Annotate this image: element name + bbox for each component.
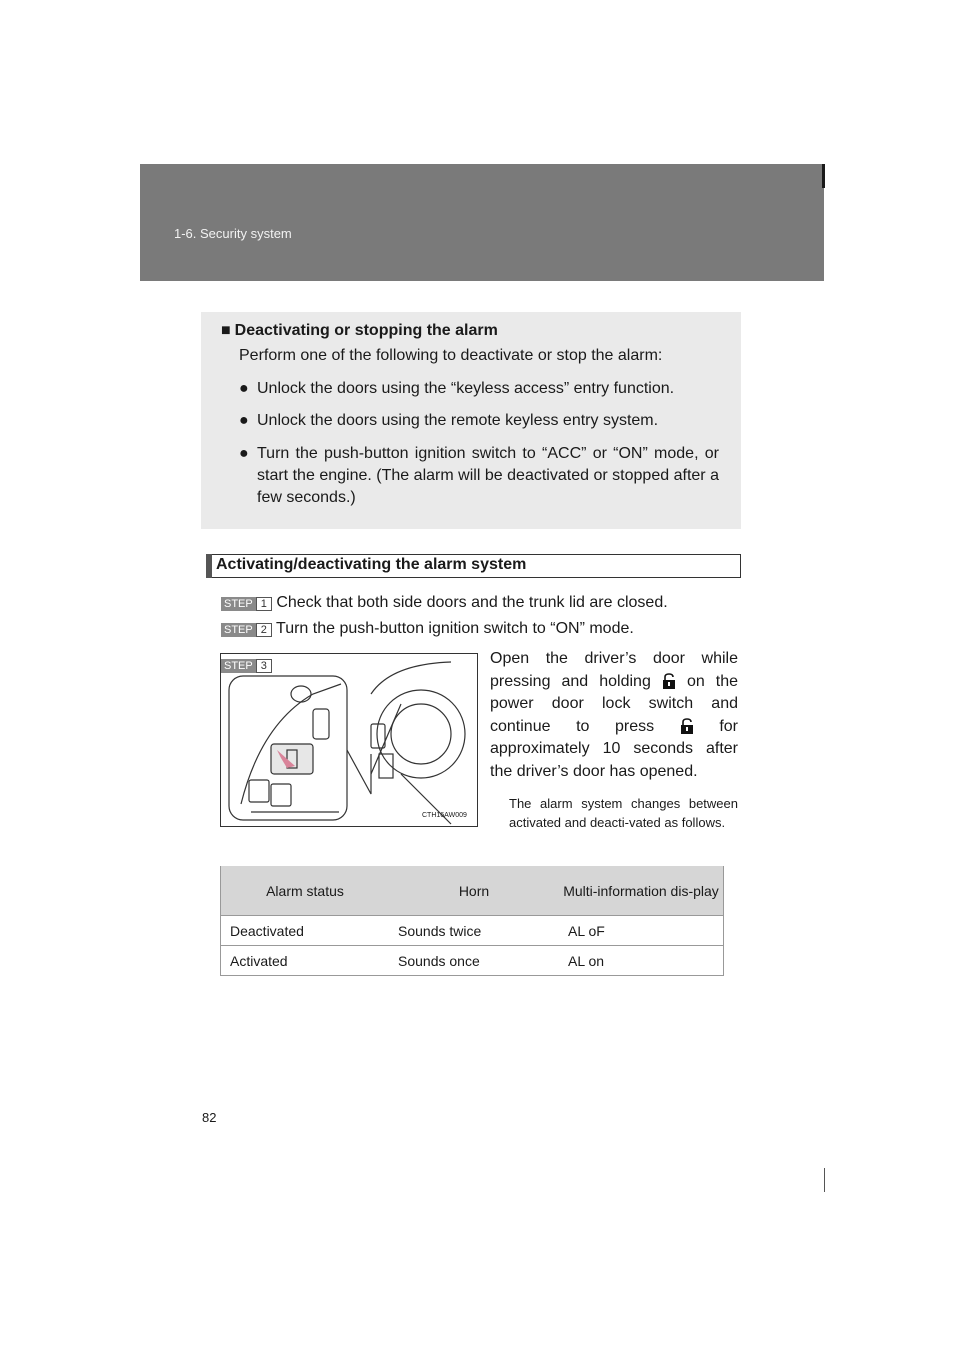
step-2 (221, 620, 634, 638)
bullet-icon: ● (239, 445, 249, 462)
page-number: 82 (202, 1110, 217, 1125)
step-3-badge: STEP 3 (221, 656, 272, 674)
note-title (221, 322, 498, 340)
figure-label: CTH16AW009 (422, 812, 467, 819)
bullet-icon: ● (239, 412, 249, 429)
table-cell: AL on (559, 946, 724, 976)
note-bullet: ● Unlock the doors using the remote keyless entry system. (239, 410, 719, 432)
table-row (221, 916, 724, 946)
step-badge: STEP 2 (221, 623, 272, 637)
alarm-note: The alarm system changes between activated and deacti-vated as follows. (509, 796, 738, 830)
table-row (221, 946, 724, 976)
step-3-text: Open the driver’s door while pressing and holding on the power door lock switch and continue to press for approximately 10 seconds after the driver’s door has opened. (490, 650, 739, 780)
heading-bar (206, 554, 212, 578)
note-bullet: ● Unlock the doors using the “keyless access” entry function. (239, 378, 719, 400)
note-bullet: ● Turn the push-button ignition switch to “ACC” or “ON” mode, or start the engine. (The alarm will be deactivated or stopped after a few seconds.) (239, 445, 719, 506)
table-header: Alarm status (221, 866, 390, 916)
section-title: 1-6. Security system (174, 226, 292, 241)
step-1 (221, 594, 668, 612)
table-cell: Sounds once (389, 946, 559, 976)
table-cell: Sounds twice (389, 916, 559, 946)
table-cell: Deactivated (221, 916, 390, 946)
alarm-status-table (220, 866, 724, 976)
door-switch-figure (220, 653, 478, 827)
unlock-icon (662, 673, 676, 689)
table-cell: AL oF (559, 916, 724, 946)
bullet-icon: ● (239, 380, 249, 397)
step-2-text: Turn the push-button ignition switch to “ON” mode. (276, 620, 634, 637)
margin-tick (824, 1168, 825, 1192)
note-intro: Perform one of the following to deactivate or stop the alarm: (239, 347, 663, 364)
table-cell: Activated (221, 946, 390, 976)
door-panel-illustration (221, 654, 477, 826)
step-1-text: Check that both side doors and the trunk lid are closed. (276, 594, 668, 611)
table-header: Horn (389, 866, 559, 916)
square-bullet-icon: ■ (221, 322, 231, 339)
header-tick (822, 164, 825, 188)
unlock-icon (680, 718, 694, 734)
section-heading: Activating/deactivating the alarm system (216, 556, 527, 573)
table-header: Multi-information dis-play (559, 866, 724, 916)
page-header-band (140, 164, 824, 281)
step-badge: STEP 1 (221, 597, 272, 611)
note-title-text: Deactivating or stopping the alarm (234, 322, 498, 339)
table-header-row (221, 866, 724, 916)
